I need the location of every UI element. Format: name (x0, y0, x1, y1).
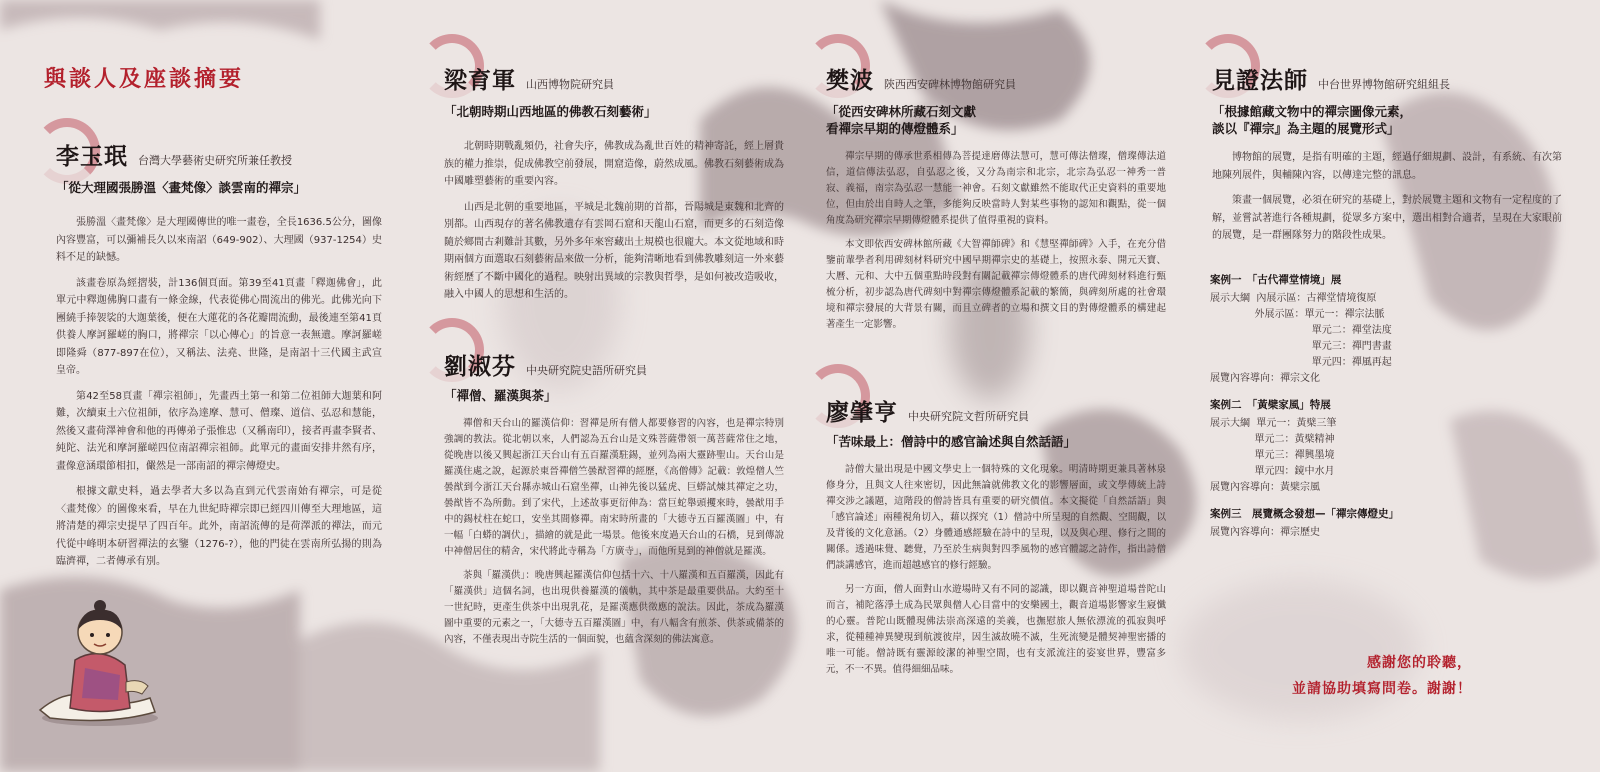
speaker-block-3 (444, 348, 784, 656)
abstract-paragraph: 根據文獻史料，過去學者大多以為直到元代雲南始有禪宗，可是從〈畫梵像〉的圖像來看，早在九世紀時禪宗即已經四川傳至大理地區，這將清楚的禪宗史提早了四百年。此外，南詔流傳的是荷澤派的禪法，而元代從中峰明本研習禪法的玄鑒（1276-?），他的門徒在雲南所弘揚的則為臨濟禪，二者傳承有別。 (56, 486, 382, 567)
case-line: 單元四：鏡中水月 (1210, 466, 1335, 477)
speaker-abstract (444, 416, 784, 648)
abstract-paragraph: 本文即依西安碑林館所藏《大智禪師碑》和《慧堅禪師碑》入手，在充分借鑒前輩學者利用碑刻材料研究中國早期禪宗史的基礎上，按照永泰、開元天寶、大曆、元和、大中五個重點時段對有關記載禪宗傳燈體系的唐代碑刻材料進行甄梳分析，初步認為唐代碑刻中對禪宗傳燈體系記載的繁簡，與碑刻所處的社會環境和禪宗發展的大背景有關，而且立碑者的立場和撰文目的對傳燈體系的構建起著產生一定影響。 (826, 239, 1166, 330)
speaker-abstract (826, 149, 1166, 333)
speaker-block-4 (826, 62, 1166, 341)
monk-cartoon-illustration (30, 590, 170, 730)
case-line: 展示大綱 單元一：黃檗三筆 (1210, 418, 1337, 429)
case-line: 外展示區：單元一：禪宗法脈 (1210, 309, 1385, 320)
abstract-paragraph: 北朝時期戰亂頻仍，社會失序，佛教成為亂世百姓的精神寄託，經上層貴族的權力推崇，促成佛教空前發展，開窟造像，蔚然成風。佛教石刻藝術成為中國雕塑藝術的重要內容。 (444, 141, 784, 187)
abstract-paragraph: 茶與「羅漢供」：晚唐興起羅漢信仰包括十六、十八羅漢和五百羅漢，因此有「羅漢供」這個名詞，也出現供養羅漢的儀軌，其中茶是最重要供品。大約至十一世紀時，更產生供茶中出現乳花，是羅漢應供徵應的說法。因此，茶成為羅漢圖中重要的元素之一，「大德寺五百羅漢圖」中，有八幅含有煎茶、供茶或備茶的內容，不僅表現出寺院生活的一個面貌，也蘊含深刻的佛法寓意。 (444, 570, 784, 645)
speaker-affiliation: 山西博物院研究員 (526, 78, 614, 91)
speaker-topic: 「苦味最上：僧詩中的感官論述與自然話語」 (826, 434, 1077, 449)
closing-line-2: 並請協助填寫問卷。謝謝！ (1292, 681, 1472, 697)
case-title: 案例三 展覽概念發想—「禪宗傳燈史」 (1210, 508, 1399, 520)
case-block (1210, 506, 1570, 541)
case-block (1210, 397, 1570, 496)
speaker-affiliation: 台灣大學藝術史研究所兼任教授 (138, 154, 292, 167)
closing-line-1: 感謝您的聆聽， (1367, 655, 1472, 671)
case-line: 展覽內容導向：黃檗宗風 (1210, 482, 1320, 493)
case-title: 案例一 「古代禪堂情境」展 (1210, 274, 1342, 286)
speaker-abstract (444, 138, 784, 304)
case-line: 單元三：禪興墨境 (1210, 450, 1335, 461)
exhibition-cases (1210, 262, 1570, 541)
speaker-block-5 (826, 394, 1166, 686)
case-line: 單元四：禪風再起 (1210, 357, 1392, 368)
abstract-paragraph: 禪僧和天台山的羅漢信仰：習禪是所有僧人都要修習的內容，也是禪宗特別強調的教法。從北朝以來，人們認為五台山是文殊菩薩帶領一萬菩薩常住之地，從晚唐以後又興起浙江天台山有五百羅漢駐錫，並列為兩大靈跡聖山。天台山是羅漢住處之說，起源於東晉禪僧竺曇猷習禪的經歷，《高僧傳》記載：敦煌僧人竺曇猷到今浙江天台縣赤城山石窟坐禪，山神先後以猛虎、巨蟒試煉其禪定之功，曇猷皆不為所動。到了宋代，上述故事更衍伸為：當巨蛇舉頭攫來時，曇猷用手中的錫杖柱在蛇口，安坐其間修禪。南宋時所畫的「大德寺五百羅漢圖」中，有一幅「白蟒的調伏」，描繪的就是此一場景。他後來度過天台山的石橋，見到傳說中神僧居住的精舍，宋代將此寺稱為「方廣寺」，而他所見到的神僧就是羅漢。 (444, 418, 784, 557)
speaker-name: 李玉珉 (56, 144, 128, 170)
closing-message (1292, 650, 1472, 702)
abstract-paragraph: 策畫一個展覽，必須在研究的基礎上，對於展覽主題和文物有一定程度的了解，並嘗試著進行各種規劃，從眾多方案中，選出相對合適者，呈現在大家眼前的展覽，是一群團隊努力的階段性成果。 (1212, 195, 1562, 241)
speaker-name: 樊波 (826, 68, 874, 94)
speaker-topic: 「禪僧、羅漢與茶」 (444, 388, 557, 403)
speaker-name: 見證法師 (1212, 68, 1308, 94)
abstract-paragraph: 第42至58頁畫「禪宗祖師」，先畫西土第一和第二位祖師大迦葉和阿難，次續東土六位祖師，依序為達摩、慧可、僧璨、道信、弘忍和慧能，然後又畫荷澤神會和他的再傳弟子張惟忠（又稱南印），接者再畫李賢者、純陀、法光和摩訶羅嵯四位南詔禪宗祖師。此單元的畫面安排井然有序，畫像意涵環節相扣，儼然是一部南詔的禪宗傳燈史。 (56, 390, 382, 472)
speaker-name: 廖肇亨 (826, 400, 898, 426)
speaker-abstract (1212, 149, 1562, 245)
abstract-paragraph: 該畫卷原為經摺裝，計136個頁面。第39至41頁畫「釋迦佛會」，此單元中釋迦佛胸口畫有一條金線，代表從佛心間流出的佛光。此佛光向下團繞手捧袈裟的大迦葉後，便在大蓮花的各花瓣間流動，最後連至第41頁供養人摩訶羅嵯的胸口，將禪宗「以心傳心」的旨意一表無遺。摩訶羅嵯即隆舜（877-897在位），又稱法、法堯、世隆，是南詔十三代國主武宣皇帝。 (56, 277, 382, 376)
case-line: 單元二：黃檗精神 (1210, 434, 1335, 445)
case-title: 案例二 「黃檗家風」特展 (1210, 399, 1331, 411)
case-block (1210, 272, 1570, 387)
abstract-paragraph: 博物館的展覽，是指有明確的主題，經過仔細規劃、設計，有系統、有次第地陳列展件，與輔陳內容，以傳達完整的訊息。 (1212, 152, 1562, 181)
case-line: 展覽內容導向：禪宗文化 (1210, 373, 1320, 384)
case-line: 展覽內容導向：禪宗歷史 (1210, 527, 1320, 538)
speaker-affiliation: 陝西西安碑林博物館研究員 (884, 78, 1016, 91)
speaker-block-6 (1212, 62, 1562, 253)
abstract-paragraph: 詩僧大量出現是中國文學史上一個特殊的文化現象。明清時期更兼具著林泉修身分，且與文人往來密切，因此無論就佛教文化的影響層面，或文學傳統上詩禪交涉之議題，這階段的僧詩皆具有重要的研究價值。本文擬從「自然話語」與「感官論述」兩種視角切入，藉以探究（1）僧詩中所呈現的自然觀、空間觀，以及背後的文化意涵。（2）身體通感經驗在詩中的呈現，以及與心理、修行之間的關係。透過味覺、聽覺，乃至於生病與對四季風物的感官體認之詩作，指出詩僧們談講感官，進而超越感官的修行經驗。 (826, 464, 1166, 571)
speaker-topic: 「北朝時期山西地區的佛教石刻藝術」 (444, 104, 657, 119)
speaker-affiliation: 中央研究院史語所研究員 (526, 364, 647, 377)
abstract-paragraph: 張勝溫〈畫梵像〉是大理國傳世的唯一畫卷，全長1636.5公分，圖像內容豐富，可以彌補長久以來南詔（649-902）、大理國（937-1254）史料不足的缺憾。 (56, 217, 382, 263)
case-line: 展示大綱 內展示區：古禪堂情境復原 (1210, 293, 1377, 304)
speaker-affiliation: 中央研究院文哲所研究員 (908, 410, 1029, 423)
speaker-block-1 (56, 138, 382, 579)
abstract-paragraph: 禪宗早期的傳承世系相傳為菩提達磨傳法慧可，慧可傳法僧璨，僧璨傳法道信，道信傳法弘忍，自弘忍之後，又分為南宗和北宗，北宗為弘忍一神秀一普寂、義福，南宗為弘忍一慧能一神會。石刻文獻雖然不能取代正史資料的重要地位，但由於出自時人之筆，多能夠反映當時人對某些事物的認知和觀點，從一個角度為研究禪宗早期傳燈體系提供了值得重視的資料。 (826, 151, 1166, 226)
speaker-block-2 (444, 62, 784, 312)
page-title (44, 62, 244, 93)
abstract-paragraph: 另一方面，僧人面對山水遊場時又有不同的認識，即以觀音神聖道場普陀山而言，補陀落淨土成為民眾與僧人心目當中的安樂國土，觀音道場影響家生寢懺的心靈。普陀山既體現佛法崇高深遠的美義，也撫慰旅人無依漂流的孤寂與呼求，從種種神異變現到航渡彼岸，因生滅故曉不滅，生死流變是體契神聖密播的唯一可能。僧詩既有靈源皎潔的神聖空間，也有支派流注的姿宴世界，豐富多元，不一不異。值得細細品味。 (826, 584, 1166, 675)
case-line: 單元三：禪門書畫 (1210, 341, 1392, 352)
speaker-abstract (826, 462, 1166, 678)
speaker-topic: 「從大理國張勝溫〈畫梵像〉談雲南的禪宗」 (56, 180, 307, 195)
speaker-abstract (56, 214, 382, 571)
speaker-name: 劉淑芬 (444, 354, 516, 380)
case-line: 單元二：禪堂法度 (1210, 325, 1392, 336)
speaker-affiliation: 中台世界博物館研究組組長 (1318, 78, 1450, 91)
speaker-topic: 「根據館藏文物中的禪宗圖像元素， 談以『禪宗』為主題的展覽形式」 (1212, 104, 1413, 136)
speaker-name: 梁育軍 (444, 68, 516, 94)
speaker-topic: 「從西安碑林所藏石刻文獻 看禪宗早期的傳燈體系」 (826, 104, 977, 136)
page-title-text: 與談人及座談摘要 (44, 66, 245, 92)
abstract-paragraph: 山西是北朝的重要地區，平城是北魏前期的首都，晉陽城是東魏和北齊的別都。山西現存的著名佛教遺存有雲岡石窟和天龍山石窟，而更多的石刻造像隨於鄉間古剎難計其數，另外多年來窖藏出土規模也很龐大。本文從地域和時期兩個方面選取石刻藝術品來做一分析，能夠清晰地看到佛教雕刻這一外來藝術經歷了不斷中國化的過程。映射出異域的宗教與哲學，是如何被改造吸收，融入中國人的思想和生活的。 (444, 201, 784, 300)
